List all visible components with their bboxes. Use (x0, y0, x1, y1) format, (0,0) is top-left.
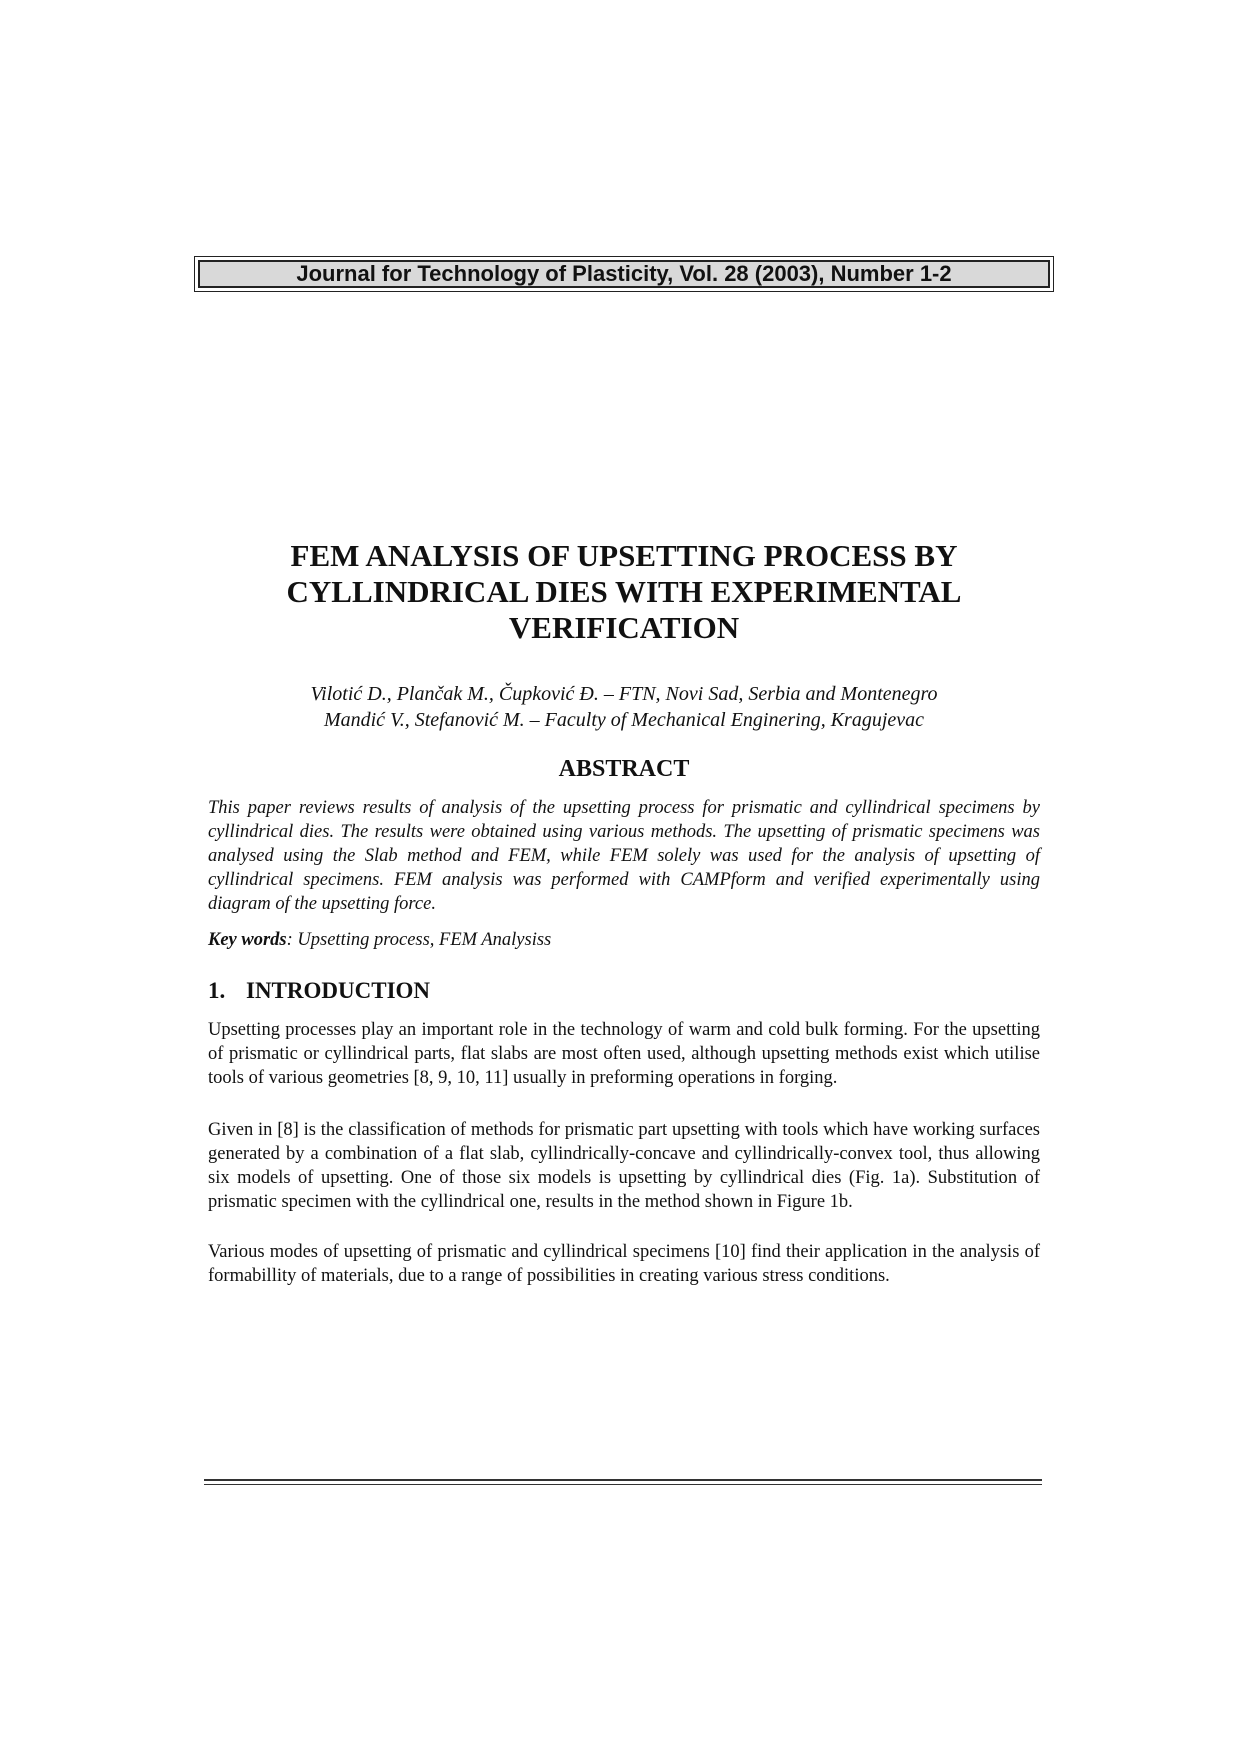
journal-header-box (194, 256, 1054, 292)
keywords-label: Key words (208, 930, 287, 950)
authors-line-2: Mandić V., Stefanović M. – Faculty of Mechanical Enginering, Kragujevac (323, 709, 925, 731)
section-title: INTRODUCTION (246, 978, 431, 1003)
journal-header-text: Journal for Technology of Plasticity, Vol. 28 (2003), Number 1-2 (198, 260, 1050, 288)
paper-title-line-2: CYLLINDRICAL DIES WITH EXPERIMENTAL (286, 574, 962, 609)
keywords (208, 930, 1040, 951)
footer-rule (204, 1479, 1042, 1485)
section-number: 1. (208, 978, 226, 1003)
keywords-text: : Upsetting process, FEM Analysiss (286, 930, 552, 950)
authors-line-1: Vilotić D., Plančak M., Čupković Đ. – FTN, Novi Sad, Serbia and Montenegro (310, 683, 938, 705)
paper-title (180, 538, 1068, 646)
section-heading-introduction (208, 978, 1040, 1004)
authors-block (180, 681, 1068, 733)
abstract-text: This paper reviews results of analysis of the upsetting process for prismatic and cyllindrical specimens by cyllindrical dies. The results were obtained using various methods. The upsetting of prismatic specimens was analysed using the Slab method and FEM, while FEM solely was used for the analysis of upsetting of cyllindrical specimens. FEM analysis was performed with CAMPform and verified experimentally using diagram of the upsetting force. (208, 798, 1040, 914)
abstract-heading: ABSTRACT (558, 756, 690, 782)
intro-paragraph-2: Given in [8] is the classification of methods for prismatic part upsetting with tools which have working surfaces generated by a combination of a flat slab, cyllindrically-concave and cyllindrically-convex tool, thus allowing six models of upsetting. One of those six models is upsetting by cyllindrical dies (Fig. 1a). Substitution of prismatic specimen with the cyllindrical one, results in the method shown in Figure 1b. (208, 1120, 1040, 1212)
intro-paragraph-1: Upsetting processes play an important role in the technology of warm and cold bulk forming. For the upsetting of prismatic or cyllindrical parts, flat slabs are most often used, although upsetting methods exist which utilise tools of various geometries [8, 9, 10, 11] usually in preforming operations in forging. (208, 1020, 1040, 1088)
paper-title-line-3: VERIFICATION (508, 610, 740, 645)
intro-paragraph-3: Various modes of upsetting of prismatic and cyllindrical specimens [10] find their application in the analysis of formabillity of materials, due to a range of possibilities in creating various stress conditions. (208, 1242, 1040, 1286)
paper-title-line-1: FEM ANALYSIS OF UPSETTING PROCESS BY (290, 538, 958, 573)
